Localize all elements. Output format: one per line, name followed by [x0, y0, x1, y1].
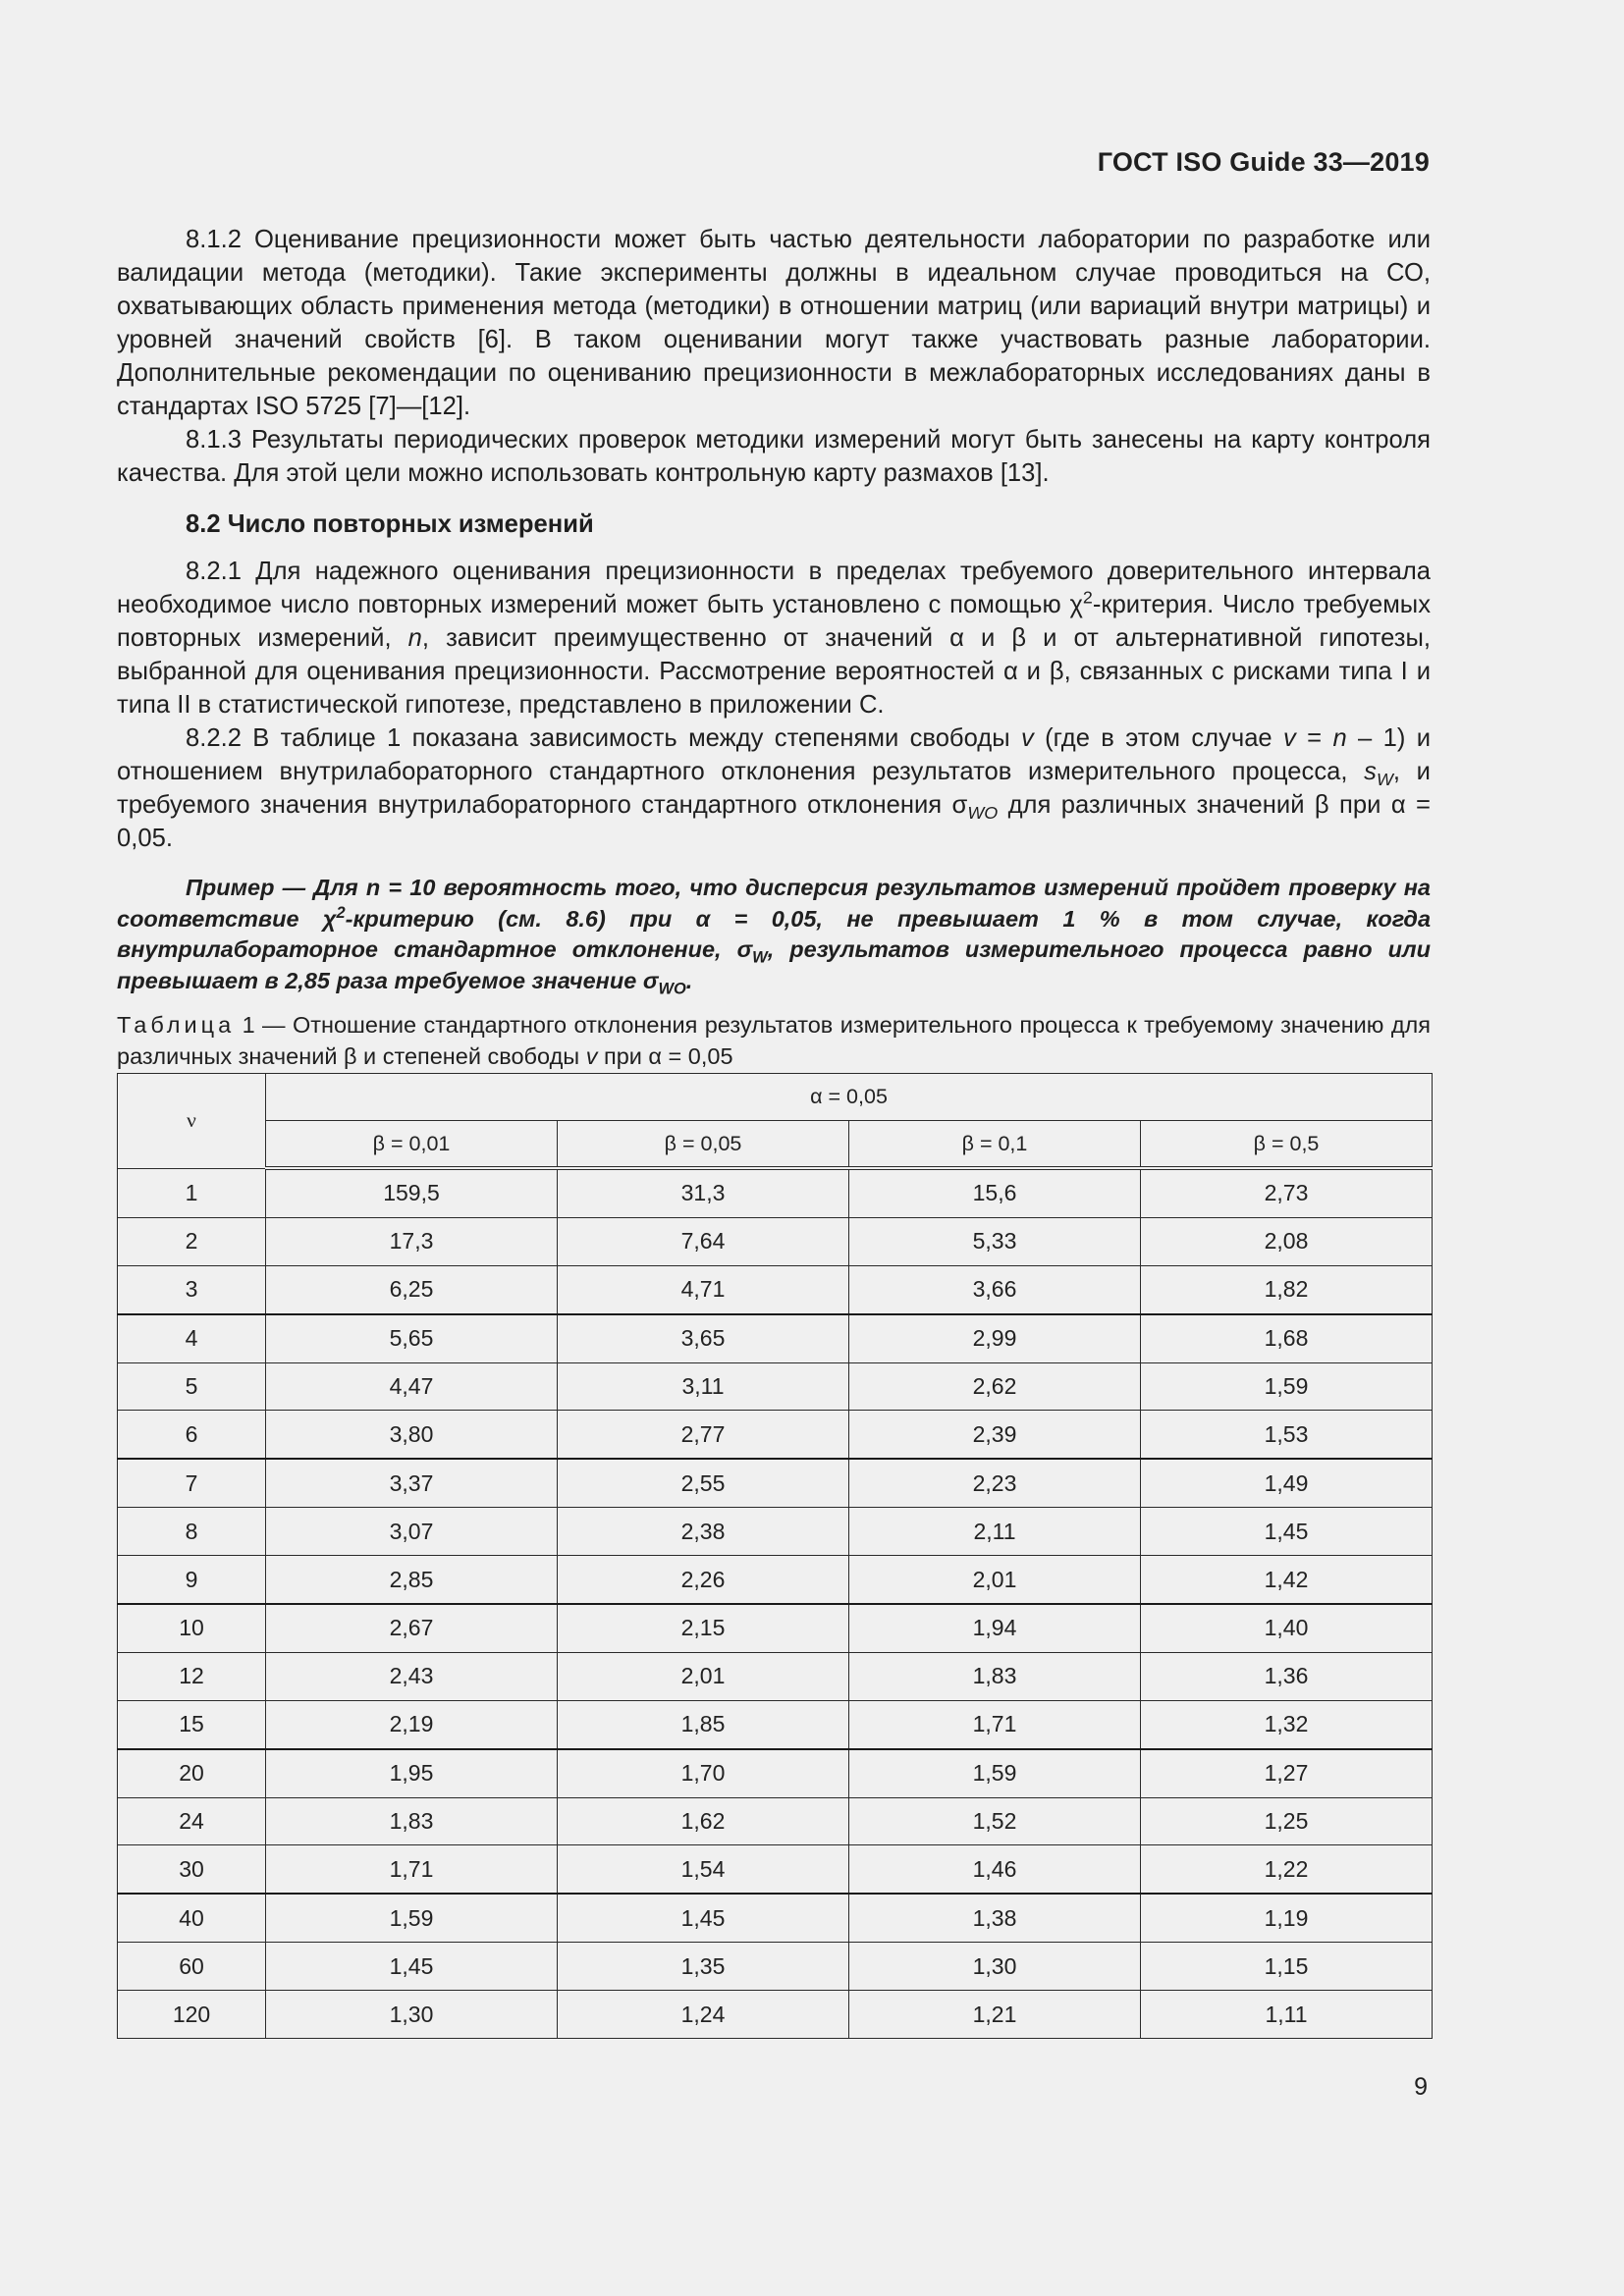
- value-cell: 1,42: [1141, 1556, 1433, 1604]
- value-cell: 1,25: [1141, 1797, 1433, 1845]
- ratio-table: [117, 1073, 1433, 2039]
- italic-symbol: v: [585, 1042, 598, 1069]
- paragraph-8-1-3: 8.1.3 Результаты периодических проверок методики измерений могут быть занесены на карту контроля качества. Для этой цели можно использовать контрольную карту размахов [13].: [117, 426, 1431, 487]
- table-row: [118, 1797, 1433, 1845]
- nu-cell: 40: [118, 1894, 266, 1942]
- value-cell: 1,45: [1141, 1508, 1433, 1556]
- caption-label: Таблица: [117, 1012, 236, 1038]
- value-cell: 2,01: [558, 1652, 849, 1700]
- value-cell: 1,22: [1141, 1845, 1433, 1894]
- value-cell: 2,73: [1141, 1168, 1433, 1217]
- nu-cell: 3: [118, 1265, 266, 1313]
- text-fragment: , зависит преимущественно от значений α и β и от альтернативной гипотезы, выбранной для оценивания прецизионности. Рассмотрение вероятностей α и β, связанных с рисками типа I и типа II в статистической гипотезе, представлено в приложении С.: [117, 624, 1431, 719]
- value-cell: 1,59: [1141, 1362, 1433, 1411]
- value-cell: 1,30: [849, 1943, 1141, 1991]
- table-row: [118, 1700, 1433, 1748]
- value-cell: 1,11: [1141, 1991, 1433, 2039]
- value-cell: 159,5: [266, 1168, 558, 1217]
- value-cell: 1,59: [266, 1894, 558, 1942]
- nu-header: ν: [118, 1074, 266, 1169]
- table-row: [118, 1991, 1433, 2039]
- value-cell: 1,53: [1141, 1411, 1433, 1459]
- value-cell: 2,43: [266, 1652, 558, 1700]
- value-cell: 1,49: [1141, 1459, 1433, 1507]
- value-cell: 1,24: [558, 1991, 849, 2039]
- table-row: [118, 1314, 1433, 1362]
- value-cell: 2,39: [849, 1411, 1141, 1459]
- value-cell: 1,40: [1141, 1604, 1433, 1652]
- paragraph-8-2-1: [117, 555, 1431, 721]
- value-cell: 2,08: [1141, 1217, 1433, 1265]
- nu-cell: 1: [118, 1168, 266, 1217]
- table-row: [118, 1604, 1433, 1652]
- italic-symbol: n: [1332, 724, 1347, 752]
- nu-cell: 5: [118, 1362, 266, 1411]
- value-cell: 1,46: [849, 1845, 1141, 1894]
- value-cell: 1,70: [558, 1749, 849, 1797]
- nu-cell: 6: [118, 1411, 266, 1459]
- superscript: 2: [336, 903, 346, 922]
- value-cell: 2,11: [849, 1508, 1141, 1556]
- table-row: [118, 1362, 1433, 1411]
- example-note: [117, 873, 1431, 996]
- value-cell: 2,62: [849, 1362, 1141, 1411]
- value-cell: 1,82: [1141, 1265, 1433, 1313]
- value-cell: 2,01: [849, 1556, 1141, 1604]
- value-cell: 1,71: [849, 1700, 1141, 1748]
- value-cell: 1,62: [558, 1797, 849, 1845]
- value-cell: 1,59: [849, 1749, 1141, 1797]
- nu-cell: 8: [118, 1508, 266, 1556]
- value-cell: 1,19: [1141, 1894, 1433, 1942]
- value-cell: 17,3: [266, 1217, 558, 1265]
- value-cell: 1,30: [266, 1991, 558, 2039]
- table-row: [118, 1217, 1433, 1265]
- nu-cell: 2: [118, 1217, 266, 1265]
- value-cell: 1,85: [558, 1700, 849, 1748]
- value-cell: 1,15: [1141, 1943, 1433, 1991]
- subscript: W: [752, 948, 768, 967]
- subscript: WO: [967, 803, 999, 824]
- text-fragment: при α = 0,05: [597, 1042, 733, 1069]
- value-cell: 3,80: [266, 1411, 558, 1459]
- text-fragment: =: [1295, 724, 1333, 752]
- text-fragment: -критерию (см. 8.6) при α = 0,05, не превышает 1 % в том случае, когда внутрилабораторное стандартное отклонение, σ: [117, 905, 1432, 962]
- value-cell: 1,45: [266, 1943, 558, 1991]
- value-cell: 1,71: [266, 1845, 558, 1894]
- value-cell: 1,36: [1141, 1652, 1433, 1700]
- value-cell: 2,77: [558, 1411, 849, 1459]
- text-fragment: для различных значений β при α = 0,05.: [117, 791, 1431, 852]
- section-heading-8-2: 8.2 Число повторных измерений: [186, 510, 594, 538]
- value-cell: 1,35: [558, 1943, 849, 1991]
- paragraph-8-1-2: 8.1.2 Оценивание прецизионности может быть частью деятельности лаборатории по разработке или валидации метода (методики). Такие эксперименты должны в идеальном случае проводиться на СО, охватывающих область применения метода (методики) в отношении матриц (или вариаций внутри матрицы) и уровней значений свойств [6]. В таком оценивании могут также участвовать разные лаборатории. Дополнительные рекомендации по оцениванию прецизионности в межлабораторных исследованиях даны в стандартах ISO 5725 [7]—[12].: [117, 226, 1431, 420]
- nu-cell: 60: [118, 1943, 266, 1991]
- table-caption: [117, 1010, 1431, 1072]
- nu-cell: 20: [118, 1749, 266, 1797]
- italic-symbol: n: [407, 624, 422, 652]
- value-cell: 2,67: [266, 1604, 558, 1652]
- table-row: [118, 1556, 1433, 1604]
- value-cell: 6,25: [266, 1265, 558, 1313]
- value-cell: 1,52: [849, 1797, 1141, 1845]
- italic-symbol: v: [1283, 724, 1296, 752]
- text-fragment: – 1) и отношением внутрилабораторного стандартного отклонения результатов измерительного процесса,: [117, 724, 1432, 785]
- text-fragment: (где в этом случае: [1033, 724, 1284, 752]
- value-cell: 1,83: [849, 1652, 1141, 1700]
- text-fragment: -критерия. Число требуемых повторных измерений,: [117, 591, 1431, 652]
- value-cell: 2,99: [849, 1314, 1141, 1362]
- value-cell: 1,54: [558, 1845, 849, 1894]
- text-fragment: , результатов измерительного процесса равно или превышает в 2,85 раза требуемое значение σ: [117, 936, 1431, 993]
- value-cell: 3,65: [558, 1314, 849, 1362]
- value-cell: 1,83: [266, 1797, 558, 1845]
- nu-cell: 120: [118, 1991, 266, 2039]
- table-row: [118, 1168, 1433, 1217]
- table-row: [118, 1749, 1433, 1797]
- value-cell: 2,38: [558, 1508, 849, 1556]
- beta-header: β = 0,01: [266, 1121, 558, 1169]
- value-cell: 7,64: [558, 1217, 849, 1265]
- text-fragment: 8.2.1 Для надежного оценивания прецизионности в пределах требуемого доверительного интервала необходимое число повторных измерений может быть установлено с помощью χ: [117, 558, 1431, 618]
- value-cell: 4,71: [558, 1265, 849, 1313]
- value-cell: 1,27: [1141, 1749, 1433, 1797]
- nu-cell: 4: [118, 1314, 266, 1362]
- value-cell: 2,19: [266, 1700, 558, 1748]
- superscript: 2: [1082, 587, 1093, 608]
- table-row: [118, 1508, 1433, 1556]
- nu-cell: 7: [118, 1459, 266, 1507]
- beta-header: β = 0,1: [849, 1121, 1141, 1169]
- text-fragment: , и требуемого значения внутрилабораторного стандартного отклонения σ: [117, 758, 1431, 819]
- text-fragment: 8.2.2 В таблице 1 показана зависимость между степенями свободы: [186, 724, 1021, 752]
- value-cell: 3,37: [266, 1459, 558, 1507]
- value-cell: 3,07: [266, 1508, 558, 1556]
- text-fragment: 1 — Отношение стандартного отклонения результатов измерительного процесса к требуемому значению для различных значений β и степеней свободы: [117, 1012, 1431, 1069]
- value-cell: 2,55: [558, 1459, 849, 1507]
- value-cell: 3,66: [849, 1265, 1141, 1313]
- document-header: ГОСТ ISO Guide 33—2019: [1097, 147, 1430, 177]
- value-cell: 1,45: [558, 1894, 849, 1942]
- table-row: [118, 1411, 1433, 1459]
- italic-symbol: s: [1364, 758, 1377, 785]
- paragraph-8-2-2: [117, 721, 1431, 855]
- beta-header: β = 0,05: [558, 1121, 849, 1169]
- alpha-header: α = 0,05: [266, 1074, 1433, 1121]
- value-cell: 1,21: [849, 1991, 1141, 2039]
- italic-symbol: v: [1020, 724, 1034, 752]
- value-cell: 2,26: [558, 1556, 849, 1604]
- table-row: [118, 1943, 1433, 1991]
- nu-cell: 12: [118, 1652, 266, 1700]
- value-cell: 31,3: [558, 1168, 849, 1217]
- nu-cell: 9: [118, 1556, 266, 1604]
- table-row: [118, 1652, 1433, 1700]
- subscript: W: [1376, 770, 1393, 790]
- value-cell: 2,23: [849, 1459, 1141, 1507]
- beta-header: β = 0,5: [1141, 1121, 1433, 1169]
- value-cell: 1,94: [849, 1604, 1141, 1652]
- text-fragment: Пример — Для n = 10 вероятность того, что дисперсия результатов измерений пройдет проверку на соответствие χ: [117, 875, 1431, 932]
- value-cell: 1,32: [1141, 1700, 1433, 1748]
- nu-cell: 15: [118, 1700, 266, 1748]
- value-cell: 5,65: [266, 1314, 558, 1362]
- text-fragment: .: [685, 967, 693, 993]
- table-row: [118, 1459, 1433, 1507]
- value-cell: 2,15: [558, 1604, 849, 1652]
- nu-cell: 10: [118, 1604, 266, 1652]
- value-cell: 3,11: [558, 1362, 849, 1411]
- value-cell: 2,85: [266, 1556, 558, 1604]
- value-cell: 4,47: [266, 1362, 558, 1411]
- nu-cell: 30: [118, 1845, 266, 1894]
- table-body: [118, 1168, 1433, 2039]
- document-body: [117, 223, 1431, 1072]
- value-cell: 1,38: [849, 1894, 1141, 1942]
- value-cell: 1,68: [1141, 1314, 1433, 1362]
- nu-cell: 24: [118, 1797, 266, 1845]
- value-cell: 5,33: [849, 1217, 1141, 1265]
- subscript: WO: [658, 980, 686, 998]
- value-cell: 1,95: [266, 1749, 558, 1797]
- page-number: 9: [1414, 2073, 1428, 2101]
- table-row: [118, 1894, 1433, 1942]
- value-cell: 15,6: [849, 1168, 1141, 1217]
- table-row: [118, 1265, 1433, 1313]
- table-row: [118, 1845, 1433, 1894]
